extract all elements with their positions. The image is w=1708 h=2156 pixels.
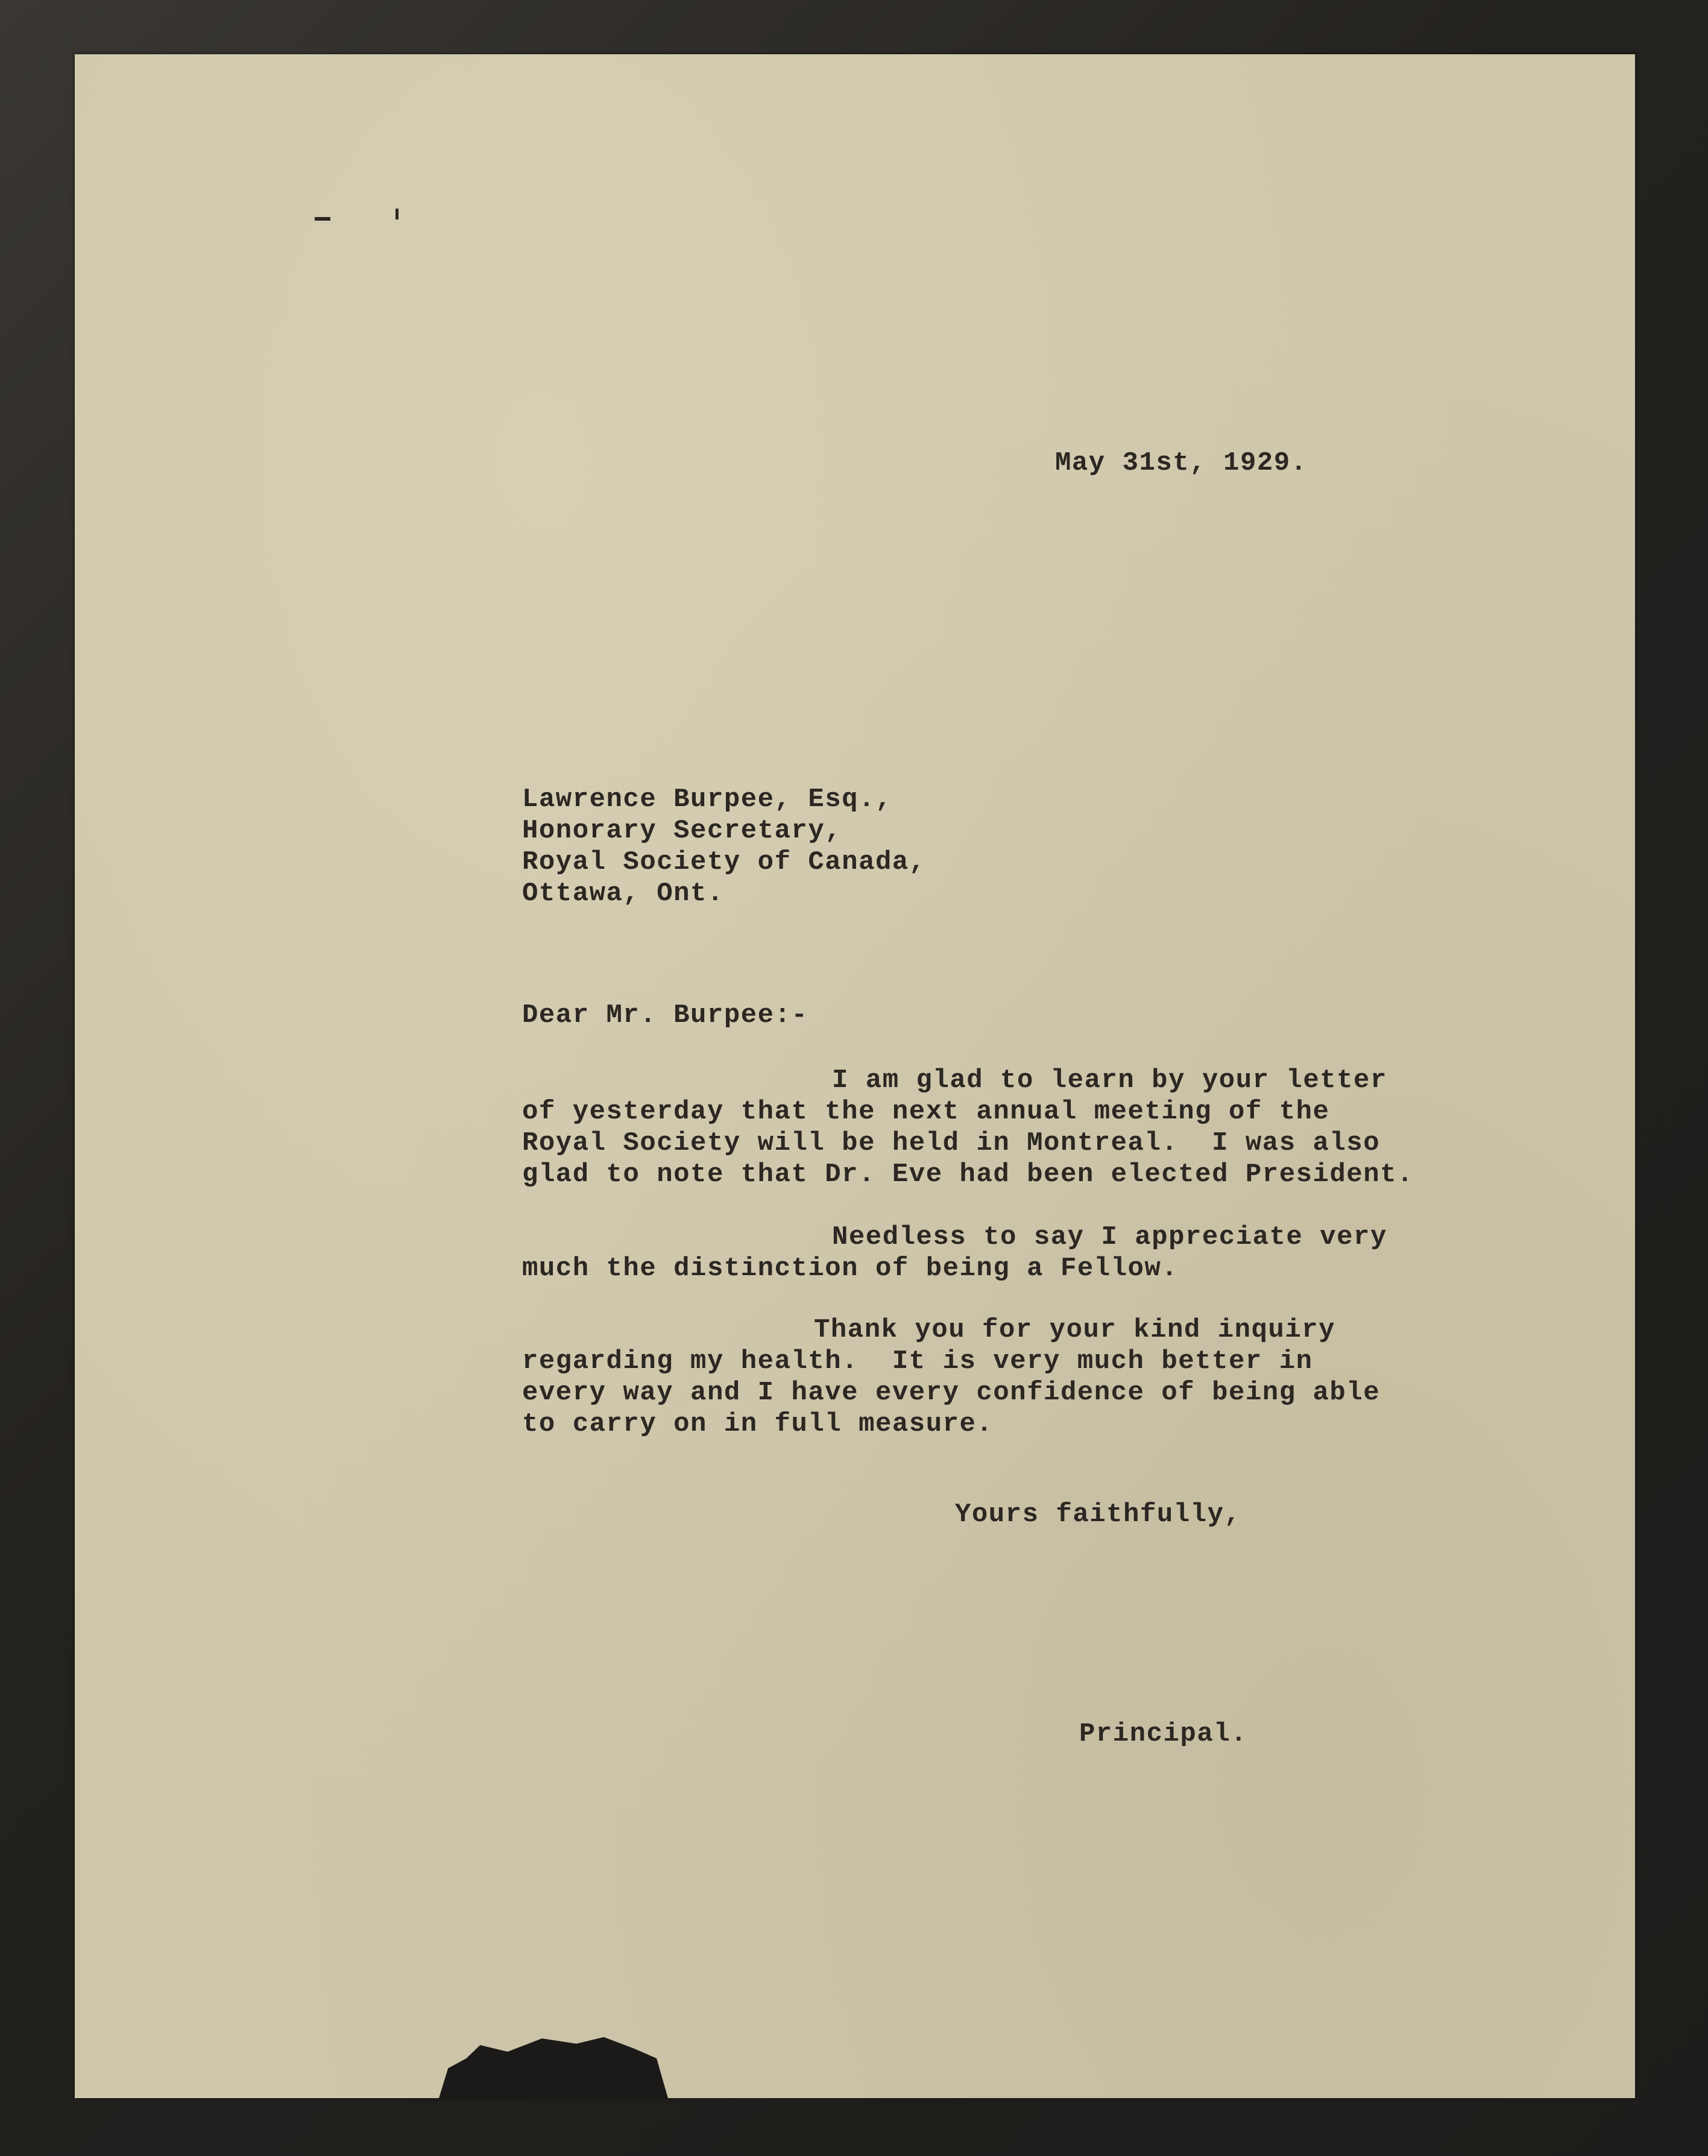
paragraph-1-line-3: Royal Society will be held in Montreal. I was also [522, 1128, 1381, 1158]
paragraph-3-line-4: to carry on in full measure. [522, 1409, 994, 1439]
salutation: Dear Mr. Burpee:- [522, 1000, 808, 1030]
ink-mark [315, 217, 330, 221]
paragraph-2-line-1: Needless to say I appreciate very [832, 1222, 1387, 1252]
paragraph-3-line-3: every way and I have every confidence of being able [522, 1378, 1381, 1408]
recipient-name: Lawrence Burpee, Esq., [522, 784, 892, 815]
paragraph-2-line-2: much the distinction of being a Fellow. [522, 1253, 1179, 1284]
letter-date: May 31st, 1929. [1055, 448, 1308, 478]
paragraph-1-line-2: of yesterday that the next annual meeting of the [522, 1097, 1330, 1127]
recipient-title: Honorary Secretary, [522, 816, 842, 846]
signature-title: Principal. [1079, 1719, 1248, 1749]
paragraph-3-line-2: regarding my health. It is very much better in [522, 1346, 1313, 1376]
ink-mark [395, 209, 399, 219]
recipient-city: Ottawa, Ont. [522, 878, 724, 909]
paragraph-1-line-4: glad to note that Dr. Eve had been elected President. [522, 1159, 1414, 1190]
letter-page [75, 54, 1635, 2098]
paragraph-1-line-1: I am glad to learn by your letter [832, 1065, 1387, 1095]
recipient-organization: Royal Society of Canada, [522, 847, 926, 877]
closing: Yours faithfully, [955, 1499, 1241, 1530]
paragraph-3-line-1: Thank you for your kind inquiry [814, 1315, 1336, 1345]
